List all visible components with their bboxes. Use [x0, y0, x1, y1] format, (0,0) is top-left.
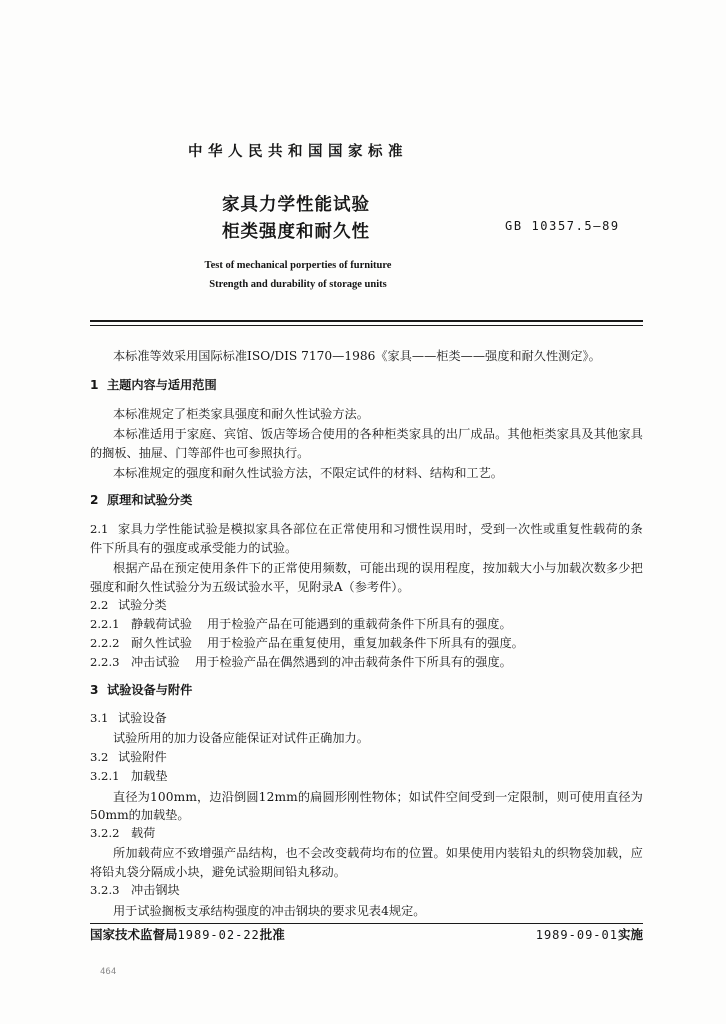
clause-2-2-3-number: 2.2.3: [90, 655, 120, 669]
header-rule-thin: [90, 325, 643, 326]
clause-2-2-number: 2.2: [90, 598, 109, 612]
header-rule-thick: [90, 320, 643, 322]
clause-2-1-paragraph-2-line-1: 根据产品在预定使用条件下的正常使用频数，可能出现的误用程度，按加载大小与加载次数多少把: [113, 561, 643, 575]
chinese-title-line-1: 家具力学性能试验: [222, 195, 370, 215]
clause-3-2-title: 试验附件: [118, 750, 167, 764]
clause-3-2-2-line-1: 所加载荷应不致增强产品结构，也不会改变载荷均布的位置。如果使用内装铅丸的织物袋加载，应: [113, 846, 643, 860]
intro-paragraph: 本标准等效采用国际标准ISO/DIS 7170—1986《家具——柜类——强度和耐久性测定》。: [113, 349, 601, 363]
page-number: 464: [100, 967, 117, 977]
clause-3-1-title: 试验设备: [118, 711, 167, 725]
clause-3-2-1-title: 加载垫: [131, 769, 168, 783]
clause-3-2-1-line-2: 50mm的加载垫。: [90, 808, 190, 822]
section-1-paragraph-1: 本标准规定了柜类家具强度和耐久性试验方法。: [113, 407, 369, 421]
clause-3-1-number: 3.1: [90, 711, 109, 725]
approving-authority: 国家技术监督局: [90, 927, 178, 942]
clause-2-2-1-number: 2.2.1: [90, 617, 120, 631]
english-title-line-2: Strength and durability of storage units: [209, 279, 387, 290]
clause-2-1-paragraph-2-line-2: 强度和耐久性试验分为五级试验水平，见附录A（参考件）。: [90, 580, 410, 594]
effective-line: [536, 927, 643, 943]
effective-date: 1989-09-01: [535, 928, 618, 942]
clause-2-1-number: 2.1: [90, 522, 109, 536]
clause-3-2-2-line-2: 将铅丸袋分隔成小块，避免试验期间铅丸移动。: [90, 865, 346, 879]
section-1-paragraph-3: 本标准规定的强度和耐久性试验方法，不限定试件的材料、结构和工艺。: [113, 466, 503, 480]
clause-2-2-3-text: 用于检验产品在偶然遇到的冲击载荷条件下所具有的强度。: [195, 655, 512, 669]
clause-3-1-text: 试验所用的加力设备应能保证对试件正确加力。: [113, 731, 369, 745]
section-1-number: 1: [90, 378, 99, 392]
clause-3-2-1-line-1: 直径为100mm，边沿倒圆12mm的扁圆形刚性物体；如试件空间受到一定限制，则可使用直径为: [113, 790, 643, 804]
section-3-title: 试验设备与附件: [107, 683, 193, 697]
section-1-title: 主题内容与适用范围: [107, 378, 217, 392]
section-2-title: 原理和试验分类: [107, 493, 193, 507]
clause-2-2-2-number: 2.2.2: [90, 636, 120, 650]
approval-date: 1989-02-22: [177, 928, 260, 942]
clause-3-2-2-title: 载荷: [131, 826, 156, 840]
english-title-line-1: Test of mechanical porperties of furniture: [204, 260, 392, 271]
standard-number: GB 10357.5—89: [505, 219, 620, 233]
effective-label: 实施: [617, 927, 643, 942]
clause-3-2-number: 3.2: [90, 750, 109, 764]
clause-2-2-title: 试验分类: [118, 598, 167, 612]
section-1-paragraph-2-line-2: 的搁板、抽屉、门等部件也可参照执行。: [90, 446, 310, 460]
clause-3-2-3-text: 用于试验搁板支承结构强度的冲击钢块的要求见表4规定。: [113, 904, 426, 918]
chinese-title-line-2: 柜类强度和耐久性: [222, 222, 370, 242]
clause-2-2-1-term: 静载荷试验: [131, 617, 192, 631]
clause-3-2-2-number: 3.2.2: [90, 826, 120, 840]
footer-rule: [90, 923, 643, 924]
section-1-paragraph-2-line-1: 本标准适用于家庭、宾馆、饭店等场合使用的各种柜类家具的出厂成品。其他柜类家具及其他家具: [113, 427, 643, 441]
issuer-heading: 中华人民共和国国家标准: [188, 144, 408, 160]
clause-2-2-3-term: 冲击试验: [131, 655, 180, 669]
approval-label: 批准: [259, 927, 285, 942]
clause-2-2-2-term: 耐久性试验: [131, 636, 192, 650]
section-2-number: 2: [90, 493, 99, 507]
clause-3-2-1-number: 3.2.1: [90, 769, 120, 783]
clause-2-2-2-text: 用于检验产品在重复使用，重复加载条件下所具有的强度。: [207, 636, 524, 650]
section-3-number: 3: [90, 683, 99, 697]
approval-line: [90, 927, 285, 943]
clause-2-1-line-1: 家具力学性能试验是模拟家具各部位在正常使用和习惯性误用时，受到一次性或重复性载荷的条: [118, 522, 643, 536]
clause-3-2-3-number: 3.2.3: [90, 883, 120, 897]
clause-3-2-3-title: 冲击钢块: [131, 883, 180, 897]
clause-2-2-1-text: 用于检验产品在可能遇到的重载荷条件下所具有的强度。: [207, 617, 512, 631]
clause-2-1-line-2: 件下所具有的强度或承受能力的试验。: [90, 541, 298, 555]
